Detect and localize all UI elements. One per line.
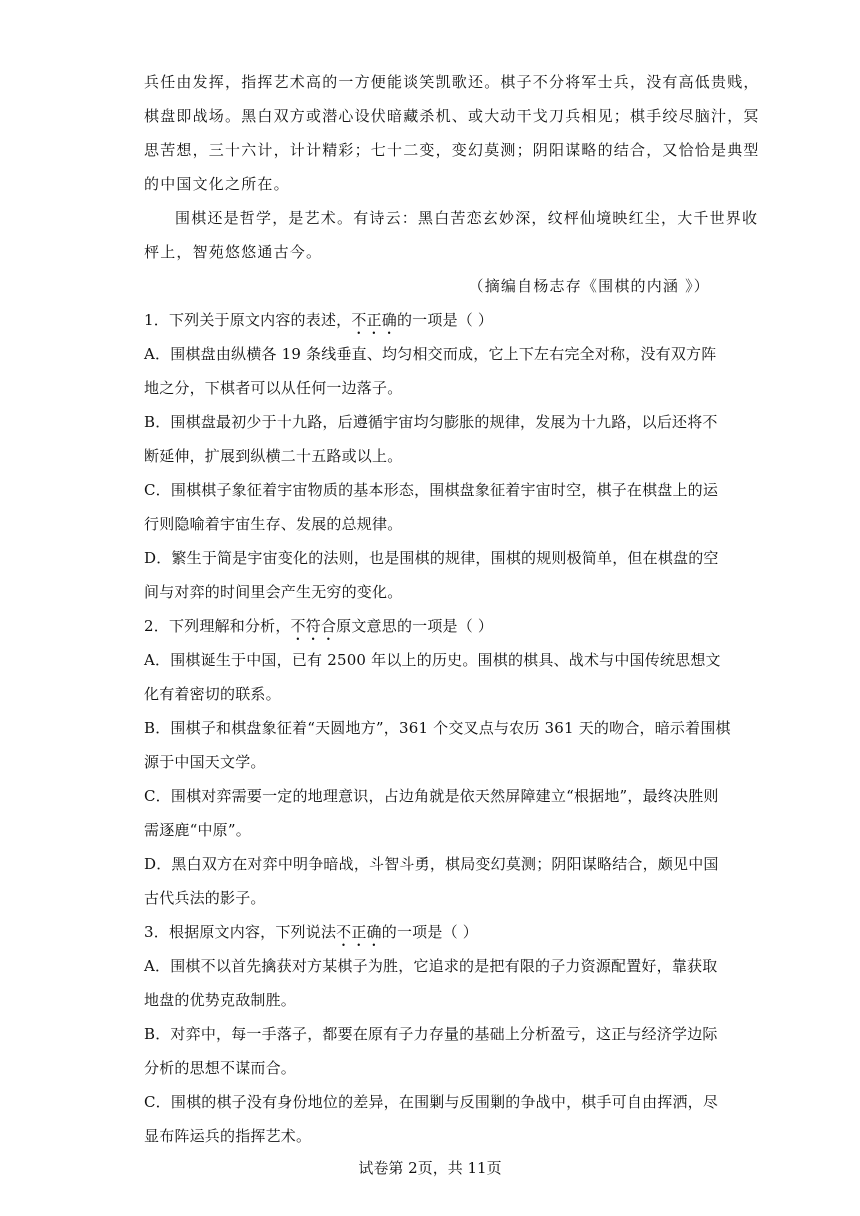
option-line: 间与对弈的时间里会产生无穷的变化。 xyxy=(144,583,403,601)
stem-text: 的一项是（ ） xyxy=(396,311,494,329)
option-line: 断延伸，扩展到纵横二十五路或以上。 xyxy=(144,447,403,465)
option-line: B．对弈中，每一手落子，都要在原有子力存量的基础上分析盈亏，这正与经济学边际 xyxy=(144,1025,718,1043)
question-stem-2 xyxy=(144,616,716,644)
option-line: C．围棋的棋子没有身份地位的差异，在围剿与反围剿的争战中，棋手可自由挥洒，尽 xyxy=(144,1093,719,1111)
passage-line: 思苦想，三十六计，计计精彩；七十二变，变幻莫测；阴阳谋略的结合，又恰恰是典型 xyxy=(144,141,760,159)
question-stem-1 xyxy=(144,310,716,338)
option-line: A．围棋诞生于中国，已有 2500 年以上的历史。围棋的棋具、战术与中国传统思想文 xyxy=(144,651,721,669)
passage-line: 的中国文化之所在。 xyxy=(144,175,290,193)
option-line: A．围棋不以首先擒获对方某棋子为胜，它追求的是把有限的子力资源配置好，靠获取 xyxy=(144,957,718,975)
option-line: 地盘的优势克敌制胜。 xyxy=(144,991,297,1009)
option-line: D．黑白双方在对弈中明争暗战，斗智斗勇，棋局变幻莫测；阴阳谋略结合，颇见中国 xyxy=(144,855,719,873)
option-line: B．围棋盘最初少于十九路，后遵循宇宙均匀膨胀的规律，发展为十九路，以后还将不 xyxy=(144,413,718,431)
option-line: C．围棋对弈需要一定的地理意识，占边角就是依天然屏障建立“根据地”，最终决胜则 xyxy=(144,787,719,805)
passage-line: 围棋还是哲学，是艺术。有诗云：黑白苦恋玄妙深，纹枰仙境映红尘，大千世界收 xyxy=(175,209,759,227)
option-line: 地之分，下棋者可以从任何一边落子。 xyxy=(144,379,403,397)
option-line: 需逐鹿“中原”。 xyxy=(144,821,251,839)
stem-text: 的一项是（ ） xyxy=(381,923,478,941)
stem-text: 1．下列关于原文内容的表述， xyxy=(144,311,352,329)
option-line: D．繁生于简是宇宙变化的法则，也是围棋的规律，围棋的规则极简单，但在棋盘的空 xyxy=(144,549,719,567)
stem-emphasis: 不正确 xyxy=(336,923,382,941)
option-line: 古代兵法的影子。 xyxy=(144,889,266,907)
page-footer: 试卷第 2页，共 11页 xyxy=(358,1159,502,1177)
passage-line: 兵任由发挥，指挥艺术高的一方便能谈笑凯歌还。棋子不分将军士兵，没有高低贵贱， xyxy=(144,73,760,91)
stem-emphasis: 不符合 xyxy=(290,617,337,635)
passage-source: （摘编自杨志存《围棋的内涵 》） xyxy=(468,277,710,295)
option-line: 行则隐喻着宇宙生存、发展的总规律。 xyxy=(144,515,403,533)
stem-emphasis: 不正确 xyxy=(351,311,397,329)
passage-line: 枰上，智苑悠悠通古今。 xyxy=(144,243,323,261)
stem-text: 2．下列理解和分析， xyxy=(144,617,291,635)
option-line: 化有着密切的联系。 xyxy=(144,685,281,703)
option-line: 显布阵运兵的指挥艺术。 xyxy=(144,1127,312,1145)
option-line: B．围棋子和棋盘象征着“天圆地方”，361 个交叉点与农历 361 天的吻合，暗示着围棋 xyxy=(144,719,731,737)
option-line: 源于中国天文学。 xyxy=(144,753,266,771)
question-stem-3 xyxy=(144,922,716,950)
stem-text: 3．根据原文内容，下列说法 xyxy=(144,923,337,941)
stem-text: 原文意思的一项是（ ） xyxy=(336,617,494,635)
option-line: A．围棋盘由纵横各 19 条线垂直、均匀相交而成，它上下左右完全对称，没有双方阵 xyxy=(144,345,717,363)
option-line: 分析的思想不谋而合。 xyxy=(144,1059,297,1077)
passage-line: 棋盘即战场。黑白双方或潜心设伏暗藏杀机、或大动干戈刀兵相见；棋手绞尽脑汁，冥 xyxy=(144,107,760,125)
option-line: C．围棋棋子象征着宇宙物质的基本形态，围棋盘象征着宇宙时空，棋子在棋盘上的运 xyxy=(144,481,719,499)
